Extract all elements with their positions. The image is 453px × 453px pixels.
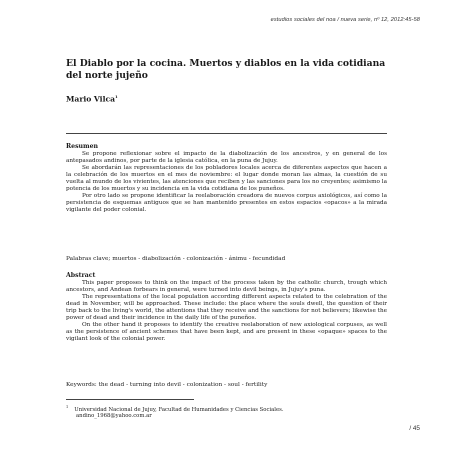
author-name: Mario Vilca <box>66 94 115 104</box>
footnote-mark: 1 <box>66 405 69 409</box>
author-line <box>66 94 118 104</box>
abstract-paragraph: On the other hand it proposes to identify the creative reelaboration of new axiological corpuses, as well as the persistence of ancient schemes that have been kept, and are present in these «opaque» spaces to the vigilant look of the colonial power. <box>66 322 387 343</box>
resumen-section <box>66 143 387 214</box>
resumen-paragraph: Se propone reflexionar sobre el impacto de la diabolización de los ancestros, y en general de los antepasados andinos, por parte de la iglesia católica, en la puna de Jujuy. <box>66 150 387 164</box>
palabras-clave: Palabras clave; muertos - diabolización - colonización - ánimu - fecundidad <box>66 256 286 262</box>
article-title: El Diablo por la cocina. Muertos y diablos en la vida cotidiana del norte jujeño <box>66 58 386 81</box>
footnote-affiliation-text: Universidad Nacional de Jujuy, Facultad de Humanidades y Ciencias Sociales. <box>74 406 284 413</box>
author-footnote-mark: 1 <box>115 94 118 99</box>
footnote <box>66 404 326 420</box>
footnote-divider <box>66 399 194 400</box>
abstract-section <box>66 272 387 343</box>
abstract-heading: Abstract <box>66 272 96 279</box>
footnote-email[interactable]: andino_1968@yahoo.com.ar <box>76 413 152 420</box>
section-divider <box>66 133 387 134</box>
abstract-paragraph: This paper proposes to think on the impact of the process taken by the catholic church, trough which ancestors, and Andean forbears in general, were turned into devil beings, in Jujuy's puna. <box>66 279 387 293</box>
abstract-paragraph: The representations of the local population according different aspects related to the celebration of the dead in November, will be approached. These include: the place where the souls dwell, the question of their trip back to the living's world, the attentions that they receive and the sanctions for not believers; likewise the power of dead and their incidence in the daily life of the puneños. <box>66 293 387 322</box>
running-head: estudios sociales del noa / nueva serie, nº 12, 2012:45-58 <box>270 17 420 23</box>
resumen-paragraph: Por otro lado se propone identificar la reelaboración creadora de nuevos corpus axiológicos, así como la persistencia de esquemas antiguos que se han mantenido presentes en estos espacios «opacos» a la mirada vigilante del poder colonial. <box>66 193 387 214</box>
page-number: / 45 <box>409 425 420 432</box>
resumen-paragraph: Se abordarán las representaciones de los pobladores locales acerca de diferentes aspectos que hacen a la celebración de los muertos en el mes de noviembre: el lugar donde moran las almas, la cuestión de su vuelta al mundo de los vivientes, las atenciones que reciben y las sanciones para los no creyentes; asimismo la potencia de los muertos y su incidencia en la vida cotidiana de los puneños. <box>66 164 387 193</box>
keywords-line: Keywords: the dead - turning into devil - colonization - soul - fertility <box>66 382 268 388</box>
resumen-heading: Resumen <box>66 143 99 150</box>
